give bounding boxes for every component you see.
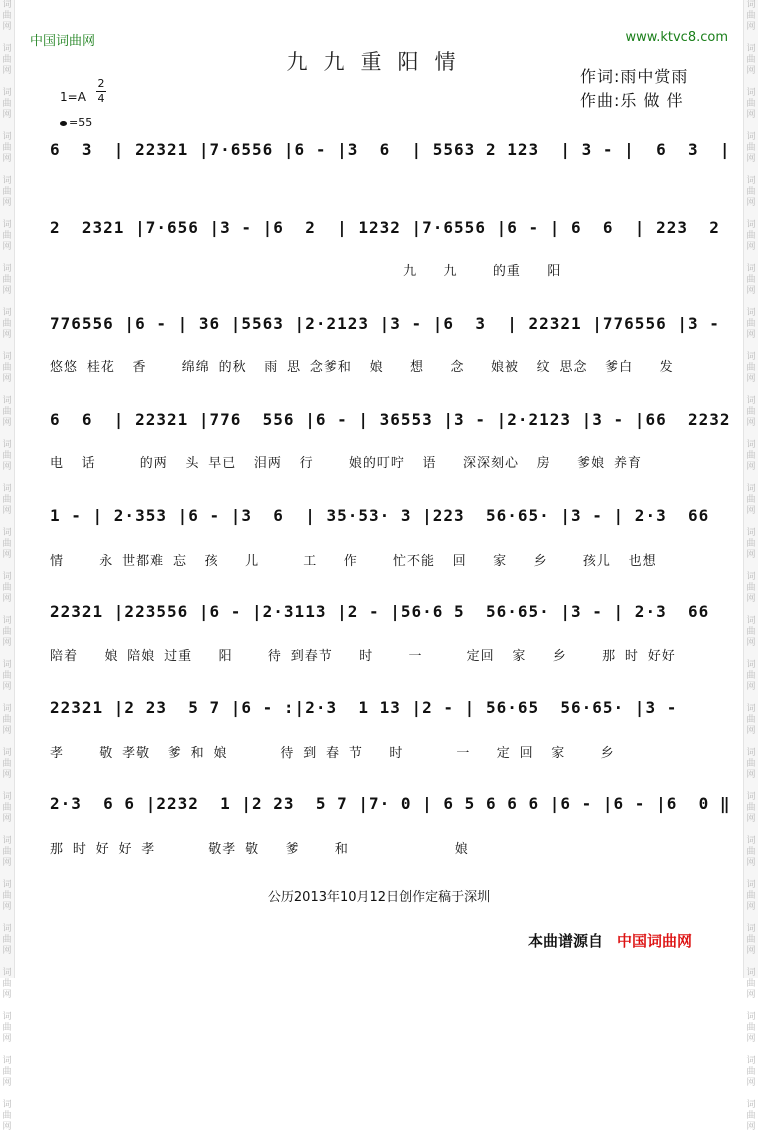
watermark-gap [0, 1001, 14, 1012]
watermark-glyph: 曲 [746, 671, 756, 681]
right-watermark-strip [743, 0, 758, 1132]
watermark-glyph: 词 [746, 352, 756, 362]
watermark-glyph: 网 [746, 1034, 756, 1044]
watermark-glyph: 曲 [2, 759, 12, 769]
watermark-glyph: 网 [2, 550, 12, 560]
watermark-gap [0, 429, 14, 440]
watermark-glyph: 曲 [746, 803, 756, 813]
watermark-glyph: 词 [2, 572, 12, 582]
watermark-gap [0, 517, 14, 528]
watermark-glyph: 网 [2, 22, 12, 32]
watermark-glyph: 词 [2, 176, 12, 186]
watermark-glyph: 词 [746, 88, 756, 98]
watermark-glyph: 词 [746, 220, 756, 230]
watermark-glyph: 词 [2, 880, 12, 890]
watermark-glyph: 曲 [746, 451, 756, 461]
watermark-glyph: 网 [746, 1122, 756, 1132]
watermark-glyph: 词 [2, 484, 12, 494]
watermark-glyph: 词 [2, 704, 12, 714]
watermark-glyph: 词 [746, 748, 756, 758]
notation-notes: 1 - | 2·353 |6 - |3 6 | 35·53· 3 |223 56·65· |3 - | 2·3 66 [50, 506, 720, 525]
watermark-gap [744, 473, 758, 484]
tempo-value: =55 [69, 116, 93, 129]
watermark-glyph: 网 [746, 66, 756, 76]
watermark-glyph: 网 [2, 242, 12, 252]
watermark-glyph: 词 [746, 792, 756, 802]
watermark-glyph: 曲 [746, 979, 756, 989]
watermark-glyph: 网 [746, 110, 756, 120]
watermark-gap [744, 737, 758, 748]
watermark-glyph: 曲 [2, 979, 12, 989]
source-credit [528, 930, 692, 951]
watermark-glyph: 词 [746, 660, 756, 670]
watermark-glyph: 网 [2, 990, 12, 1000]
time-signature [95, 78, 107, 105]
watermark-glyph: 曲 [746, 99, 756, 109]
notation-line [50, 698, 715, 738]
source-label: 本曲谱源自 [528, 932, 604, 950]
watermark-glyph: 曲 [2, 715, 12, 725]
composer-credit: 作曲:乐 做 伴 [580, 91, 684, 110]
watermark-glyph: 曲 [746, 759, 756, 769]
watermark-glyph: 词 [2, 924, 12, 934]
watermark-glyph: 词 [746, 572, 756, 582]
watermark-glyph: 网 [2, 902, 12, 912]
watermark-glyph: 网 [746, 198, 756, 208]
watermark-glyph: 网 [2, 66, 12, 76]
watermark-glyph: 词 [746, 44, 756, 54]
watermark-glyph: 词 [2, 132, 12, 142]
source-site-link[interactable]: 中国词曲网 [617, 932, 693, 950]
watermark-glyph: 曲 [2, 319, 12, 329]
watermark-gap [0, 297, 14, 308]
lyric-line: 悠悠 桂花 香 绵绵 的秋 雨 思 念爹和 娘 想 念 娘被 纹 思念 爹白 发 [50, 360, 674, 375]
watermark-glyph: 词 [2, 396, 12, 406]
watermark-glyph: 网 [2, 506, 12, 516]
watermark-gap [744, 1045, 758, 1056]
notation-line [50, 602, 720, 642]
watermark-gap [0, 209, 14, 220]
lyric-line: 电 话 的两 头 早已 泪两 行 娘的叮咛 语 深深刻心 房 爹娘 养育 [50, 456, 642, 471]
watermark-glyph: 曲 [746, 55, 756, 65]
watermark-gap [744, 517, 758, 528]
watermark-glyph: 词 [2, 440, 12, 450]
watermark-glyph: 词 [746, 0, 756, 10]
watermark-gap [744, 341, 758, 352]
watermark-glyph: 曲 [746, 1023, 756, 1033]
watermark-glyph: 曲 [2, 1023, 12, 1033]
watermark-glyph: 词 [746, 880, 756, 890]
watermark-gap [744, 1133, 758, 1144]
watermark-glyph: 网 [746, 550, 756, 560]
watermark-gap [0, 33, 14, 44]
watermark-glyph: 词 [2, 968, 12, 978]
watermark-glyph: 网 [746, 374, 756, 384]
notation-line [50, 506, 720, 546]
time-signature-top: 2 [97, 77, 105, 90]
watermark-gap [0, 121, 14, 132]
watermark-glyph: 网 [746, 902, 756, 912]
watermark-glyph: 曲 [746, 495, 756, 505]
watermark-gap [0, 825, 14, 836]
watermark-glyph: 网 [746, 286, 756, 296]
watermark-glyph: 词 [746, 528, 756, 538]
watermark-glyph: 词 [746, 176, 756, 186]
watermark-glyph: 词 [746, 308, 756, 318]
watermark-glyph: 词 [746, 836, 756, 846]
watermark-gap [0, 473, 14, 484]
watermark-gap [744, 33, 758, 44]
watermark-glyph: 词 [2, 352, 12, 362]
watermark-glyph: 词 [746, 132, 756, 142]
watermark-gap [744, 1001, 758, 1012]
watermark-gap [744, 825, 758, 836]
watermark-glyph: 网 [746, 594, 756, 604]
watermark-glyph: 曲 [746, 187, 756, 197]
watermark-glyph: 网 [746, 682, 756, 692]
watermark-glyph: 曲 [746, 583, 756, 593]
watermark-gap [0, 913, 14, 924]
lyric-line: 九 九 的重 阳 [50, 264, 562, 279]
watermark-glyph: 网 [746, 990, 756, 1000]
watermark-glyph: 网 [2, 638, 12, 648]
watermark-glyph: 曲 [2, 231, 12, 241]
watermark-glyph: 词 [746, 1100, 756, 1110]
watermark-glyph: 曲 [746, 539, 756, 549]
watermark-gap [744, 77, 758, 88]
notation-notes: 6 6 | 22321 |776 556 |6 - | 36553 |3 - |2·2123 |3 - |66 2232 [50, 410, 742, 429]
watermark-gap [744, 649, 758, 660]
watermark-glyph: 曲 [746, 1111, 756, 1121]
key-signature: 1=A [60, 90, 86, 104]
watermark-glyph: 网 [746, 946, 756, 956]
watermark-glyph: 曲 [746, 319, 756, 329]
watermark-glyph: 网 [746, 462, 756, 472]
watermark-glyph: 词 [746, 924, 756, 934]
watermark-glyph: 词 [2, 308, 12, 318]
watermark-glyph: 词 [746, 396, 756, 406]
lyricist-credit: 作词:雨中赏雨 [580, 67, 689, 86]
notation-line [50, 410, 742, 450]
watermark-glyph: 词 [2, 264, 12, 274]
watermark-gap [0, 869, 14, 880]
watermark-glyph: 词 [2, 836, 12, 846]
watermark-glyph: 网 [746, 726, 756, 736]
notation-line [50, 314, 731, 354]
time-signature-bottom: 4 [97, 92, 105, 105]
watermark-glyph: 曲 [746, 891, 756, 901]
watermark-glyph: 网 [2, 1078, 12, 1088]
watermark-gap [744, 385, 758, 396]
watermark-glyph: 词 [746, 264, 756, 274]
watermark-glyph: 网 [746, 814, 756, 824]
notation-notes: 22321 |223556 |6 - |2·3113 |2 - |56·6 5 56·65· |3 - | 2·3 66 [50, 602, 720, 621]
watermark-gap [744, 429, 758, 440]
watermark-glyph: 曲 [2, 55, 12, 65]
watermark-glyph: 曲 [2, 539, 12, 549]
watermark-glyph: 网 [2, 330, 12, 340]
watermark-glyph: 网 [746, 1078, 756, 1088]
notation-line [50, 140, 731, 180]
watermark-glyph: 网 [746, 154, 756, 164]
watermark-glyph: 网 [2, 594, 12, 604]
watermark-glyph: 词 [2, 792, 12, 802]
watermark-glyph: 网 [2, 110, 12, 120]
notation-notes: 2·3 6 6 |2232 1 |2 23 5 7 |7· 0 | 6 5 6 6 6 |6 - |6 - |6 0 ‖ [50, 794, 731, 813]
watermark-glyph: 词 [746, 616, 756, 626]
watermark-gap [744, 869, 758, 880]
watermark-glyph: 曲 [2, 583, 12, 593]
site-watermark-right: www.ktvc8.com [625, 30, 728, 45]
watermark-gap [744, 209, 758, 220]
watermark-glyph: 词 [2, 220, 12, 230]
watermark-glyph: 网 [2, 814, 12, 824]
watermark-gap [0, 77, 14, 88]
watermark-glyph: 曲 [2, 847, 12, 857]
watermark-glyph: 曲 [2, 451, 12, 461]
watermark-gap [0, 605, 14, 616]
watermark-gap [744, 297, 758, 308]
watermark-glyph: 曲 [2, 363, 12, 373]
watermark-glyph: 曲 [746, 627, 756, 637]
watermark-glyph: 词 [2, 1012, 12, 1022]
watermark-glyph: 曲 [746, 231, 756, 241]
watermark-glyph: 网 [2, 154, 12, 164]
watermark-glyph: 网 [2, 1034, 12, 1044]
watermark-gap [0, 1045, 14, 1056]
watermark-gap [744, 1089, 758, 1100]
watermark-gap [0, 561, 14, 572]
watermark-glyph: 网 [2, 418, 12, 428]
watermark-glyph: 词 [2, 1100, 12, 1110]
watermark-gap [744, 781, 758, 792]
watermark-glyph: 网 [2, 374, 12, 384]
watermark-glyph: 曲 [2, 891, 12, 901]
watermark-glyph: 网 [746, 858, 756, 868]
watermark-glyph: 网 [2, 726, 12, 736]
watermark-glyph: 曲 [746, 363, 756, 373]
song-title: 九九重阳情 [286, 50, 472, 74]
watermark-glyph: 网 [746, 770, 756, 780]
watermark-gap [744, 957, 758, 968]
watermark-glyph: 网 [2, 946, 12, 956]
watermark-gap [744, 913, 758, 924]
watermark-gap [744, 605, 758, 616]
watermark-glyph: 曲 [2, 99, 12, 109]
notation-line [50, 218, 731, 258]
notation-line [50, 794, 731, 834]
watermark-glyph: 网 [2, 858, 12, 868]
watermark-glyph: 网 [746, 242, 756, 252]
watermark-gap [0, 341, 14, 352]
watermark-glyph: 词 [2, 616, 12, 626]
watermark-glyph: 词 [746, 484, 756, 494]
watermark-glyph: 曲 [746, 715, 756, 725]
lyric-line: 那 时 好 好 孝 敬孝 敬 爹 和 娘 [50, 842, 469, 857]
watermark-glyph: 网 [746, 506, 756, 516]
watermark-gap [744, 121, 758, 132]
watermark-glyph: 曲 [2, 1111, 12, 1121]
watermark-glyph: 曲 [746, 11, 756, 21]
lyric-line: 陪着 娘 陪娘 过重 阳 待 到春节 时 一 定回 家 乡 那 时 好好 [50, 649, 676, 664]
watermark-glyph: 曲 [2, 495, 12, 505]
watermark-glyph: 词 [746, 1012, 756, 1022]
watermark-glyph: 曲 [2, 1067, 12, 1077]
watermark-gap [0, 165, 14, 176]
watermark-glyph: 曲 [2, 11, 12, 21]
watermark-gap [0, 693, 14, 704]
site-watermark-left: 中国词曲网 [30, 34, 96, 49]
watermark-gap [0, 781, 14, 792]
watermark-glyph: 曲 [746, 1067, 756, 1077]
watermark-gap [0, 385, 14, 396]
watermark-glyph: 曲 [2, 187, 12, 197]
watermark-glyph: 曲 [2, 935, 12, 945]
tempo-marking [60, 116, 92, 129]
watermark-glyph: 词 [2, 0, 12, 10]
watermark-glyph: 网 [746, 638, 756, 648]
watermark-glyph: 曲 [746, 143, 756, 153]
watermark-glyph: 曲 [2, 627, 12, 637]
watermark-glyph: 曲 [2, 407, 12, 417]
notation-notes: 22321 |2 23 5 7 |6 - :|2·3 1 13 |2 - | 56·65 56·65· |3 - [50, 698, 688, 717]
notation-notes: 776556 |6 - | 36 |5563 |2·2123 |3 - |6 3 | 22321 |776556 |3 - [50, 314, 731, 333]
watermark-glyph: 网 [746, 418, 756, 428]
watermark-glyph: 词 [2, 660, 12, 670]
watermark-glyph: 曲 [2, 671, 12, 681]
watermark-glyph: 词 [746, 1056, 756, 1066]
watermark-glyph: 词 [2, 44, 12, 54]
watermark-glyph: 词 [2, 1056, 12, 1066]
watermark-glyph: 词 [2, 528, 12, 538]
watermark-glyph: 网 [2, 770, 12, 780]
watermark-gap [0, 957, 14, 968]
watermark-glyph: 曲 [2, 275, 12, 285]
composition-date-note: 公历2013年10月12日创作定稿于深圳 [267, 890, 491, 905]
watermark-glyph: 词 [746, 440, 756, 450]
watermark-gap [0, 253, 14, 264]
watermark-glyph: 网 [2, 682, 12, 692]
notation-notes: 6 3 | 22321 |7·6556 |6 - |3 6 | 5563 2 123 | 3 - | 6 3 | [50, 140, 731, 159]
watermark-glyph: 曲 [2, 143, 12, 153]
watermark-gap [744, 561, 758, 572]
watermark-glyph: 词 [2, 748, 12, 758]
watermark-gap [744, 693, 758, 704]
watermark-glyph: 网 [2, 1122, 12, 1132]
quarter-note-icon [60, 121, 67, 126]
watermark-glyph: 网 [746, 22, 756, 32]
left-watermark-strip [0, 0, 15, 1132]
watermark-glyph: 网 [2, 462, 12, 472]
watermark-glyph: 词 [746, 704, 756, 714]
watermark-gap [744, 253, 758, 264]
watermark-glyph: 网 [2, 286, 12, 296]
watermark-glyph: 曲 [746, 847, 756, 857]
lyric-line: 孝 敬 孝敬 爹 和 娘 待 到 春 节 时 一 定 回 家 乡 [50, 746, 615, 761]
watermark-gap [0, 649, 14, 660]
watermark-glyph: 曲 [2, 803, 12, 813]
watermark-glyph: 词 [2, 88, 12, 98]
notation-notes: 2 2321 |7·656 |3 - |6 2 | 1232 |7·6556 |6 - | 6 6 | 223 2 [50, 218, 731, 237]
watermark-gap [0, 737, 14, 748]
lyric-line: 情 永 世都难 忘 孩 儿 工 作 忙不能 回 家 乡 孩儿 也想 [50, 554, 657, 569]
watermark-glyph: 曲 [746, 935, 756, 945]
watermark-glyph: 曲 [746, 407, 756, 417]
watermark-gap [0, 1089, 14, 1100]
watermark-glyph: 网 [746, 330, 756, 340]
watermark-glyph: 词 [746, 968, 756, 978]
watermark-glyph: 网 [2, 198, 12, 208]
watermark-gap [0, 1133, 14, 1144]
watermark-gap [744, 165, 758, 176]
watermark-glyph: 曲 [746, 275, 756, 285]
